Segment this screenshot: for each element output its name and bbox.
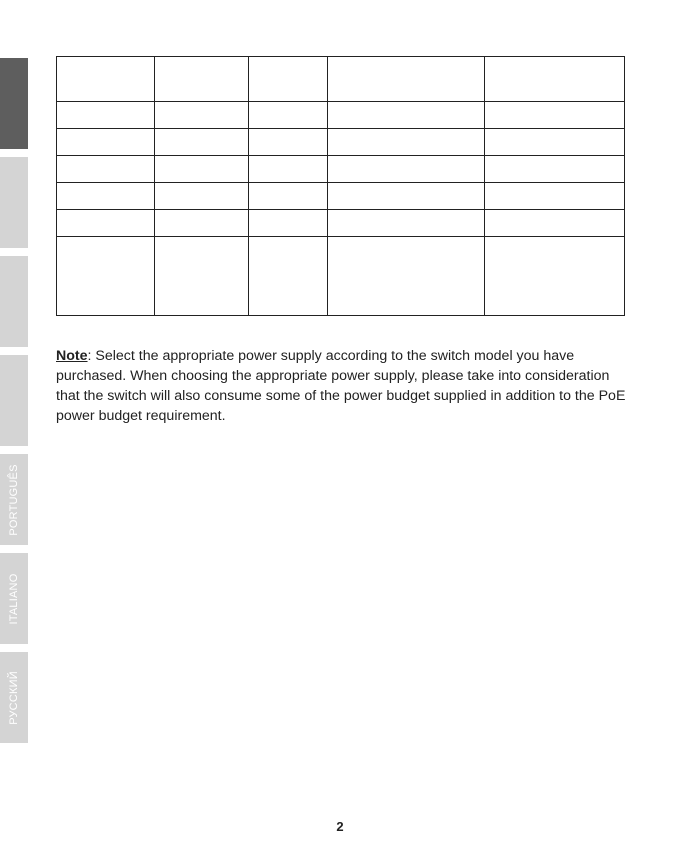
- table-row: [57, 237, 625, 316]
- language-tab-russkiy[interactable]: [0, 652, 28, 743]
- table-cell: [485, 156, 625, 183]
- language-tab-1[interactable]: [0, 58, 28, 149]
- table-header-cell: [155, 57, 249, 102]
- table-row: [57, 210, 625, 237]
- table-cell: [328, 129, 485, 156]
- language-tab-portugues[interactable]: [0, 454, 28, 545]
- table-header-cell: [249, 57, 328, 102]
- table-cell: [249, 156, 328, 183]
- table-header-cell: [57, 57, 155, 102]
- language-tab-label: ITALIANO: [8, 573, 20, 624]
- table-cell: [57, 102, 155, 129]
- table-row: [57, 183, 625, 210]
- table-cell: [328, 237, 485, 316]
- language-tab-label: PORTUGUÊS: [8, 463, 20, 536]
- table-cell: [328, 183, 485, 210]
- note-label: Note: [56, 348, 88, 365]
- table-cell: [485, 129, 625, 156]
- page-number: 2: [336, 819, 344, 834]
- note-text: : Select the appropriate power supply according to the switch model you have purchased. When choosing the appropriate power supply, please take into consideration that the switch will also consume some of the power budget supplied in addition to the PoE power budget requirement.: [56, 348, 626, 424]
- table-cell: [155, 129, 249, 156]
- language-tabs: [0, 58, 28, 751]
- table-header-cell: [328, 57, 485, 102]
- table-cell: [485, 102, 625, 129]
- table-header-cell: [485, 57, 625, 102]
- table-cell: [249, 183, 328, 210]
- table-row: [57, 102, 625, 129]
- table-cell: [328, 156, 485, 183]
- table-cell: [57, 210, 155, 237]
- language-tab-label: РУССКИЙ: [8, 670, 20, 725]
- table-header-row: [57, 57, 625, 102]
- table-cell: [155, 237, 249, 316]
- language-tab-4[interactable]: [0, 355, 28, 446]
- power-supply-note: [56, 347, 636, 426]
- table-cell: [485, 210, 625, 237]
- table-cell: [57, 237, 155, 316]
- table-cell: [328, 210, 485, 237]
- table-cell: [155, 156, 249, 183]
- table-cell: [57, 156, 155, 183]
- language-tab-italiano[interactable]: [0, 553, 28, 644]
- table-row: [57, 129, 625, 156]
- table-cell: [249, 129, 328, 156]
- table-cell: [249, 102, 328, 129]
- table-cell: [57, 129, 155, 156]
- table-cell: [57, 183, 155, 210]
- table-cell: [485, 237, 625, 316]
- language-tab-2[interactable]: [0, 157, 28, 248]
- table-cell: [155, 210, 249, 237]
- table-cell: [485, 183, 625, 210]
- table-cell: [155, 183, 249, 210]
- table-cell: [155, 102, 249, 129]
- table-row: [57, 156, 625, 183]
- table-cell: [328, 102, 485, 129]
- table-cell: [249, 237, 328, 316]
- language-tab-3[interactable]: [0, 256, 28, 347]
- table-cell: [249, 210, 328, 237]
- power-supply-table: [56, 56, 625, 316]
